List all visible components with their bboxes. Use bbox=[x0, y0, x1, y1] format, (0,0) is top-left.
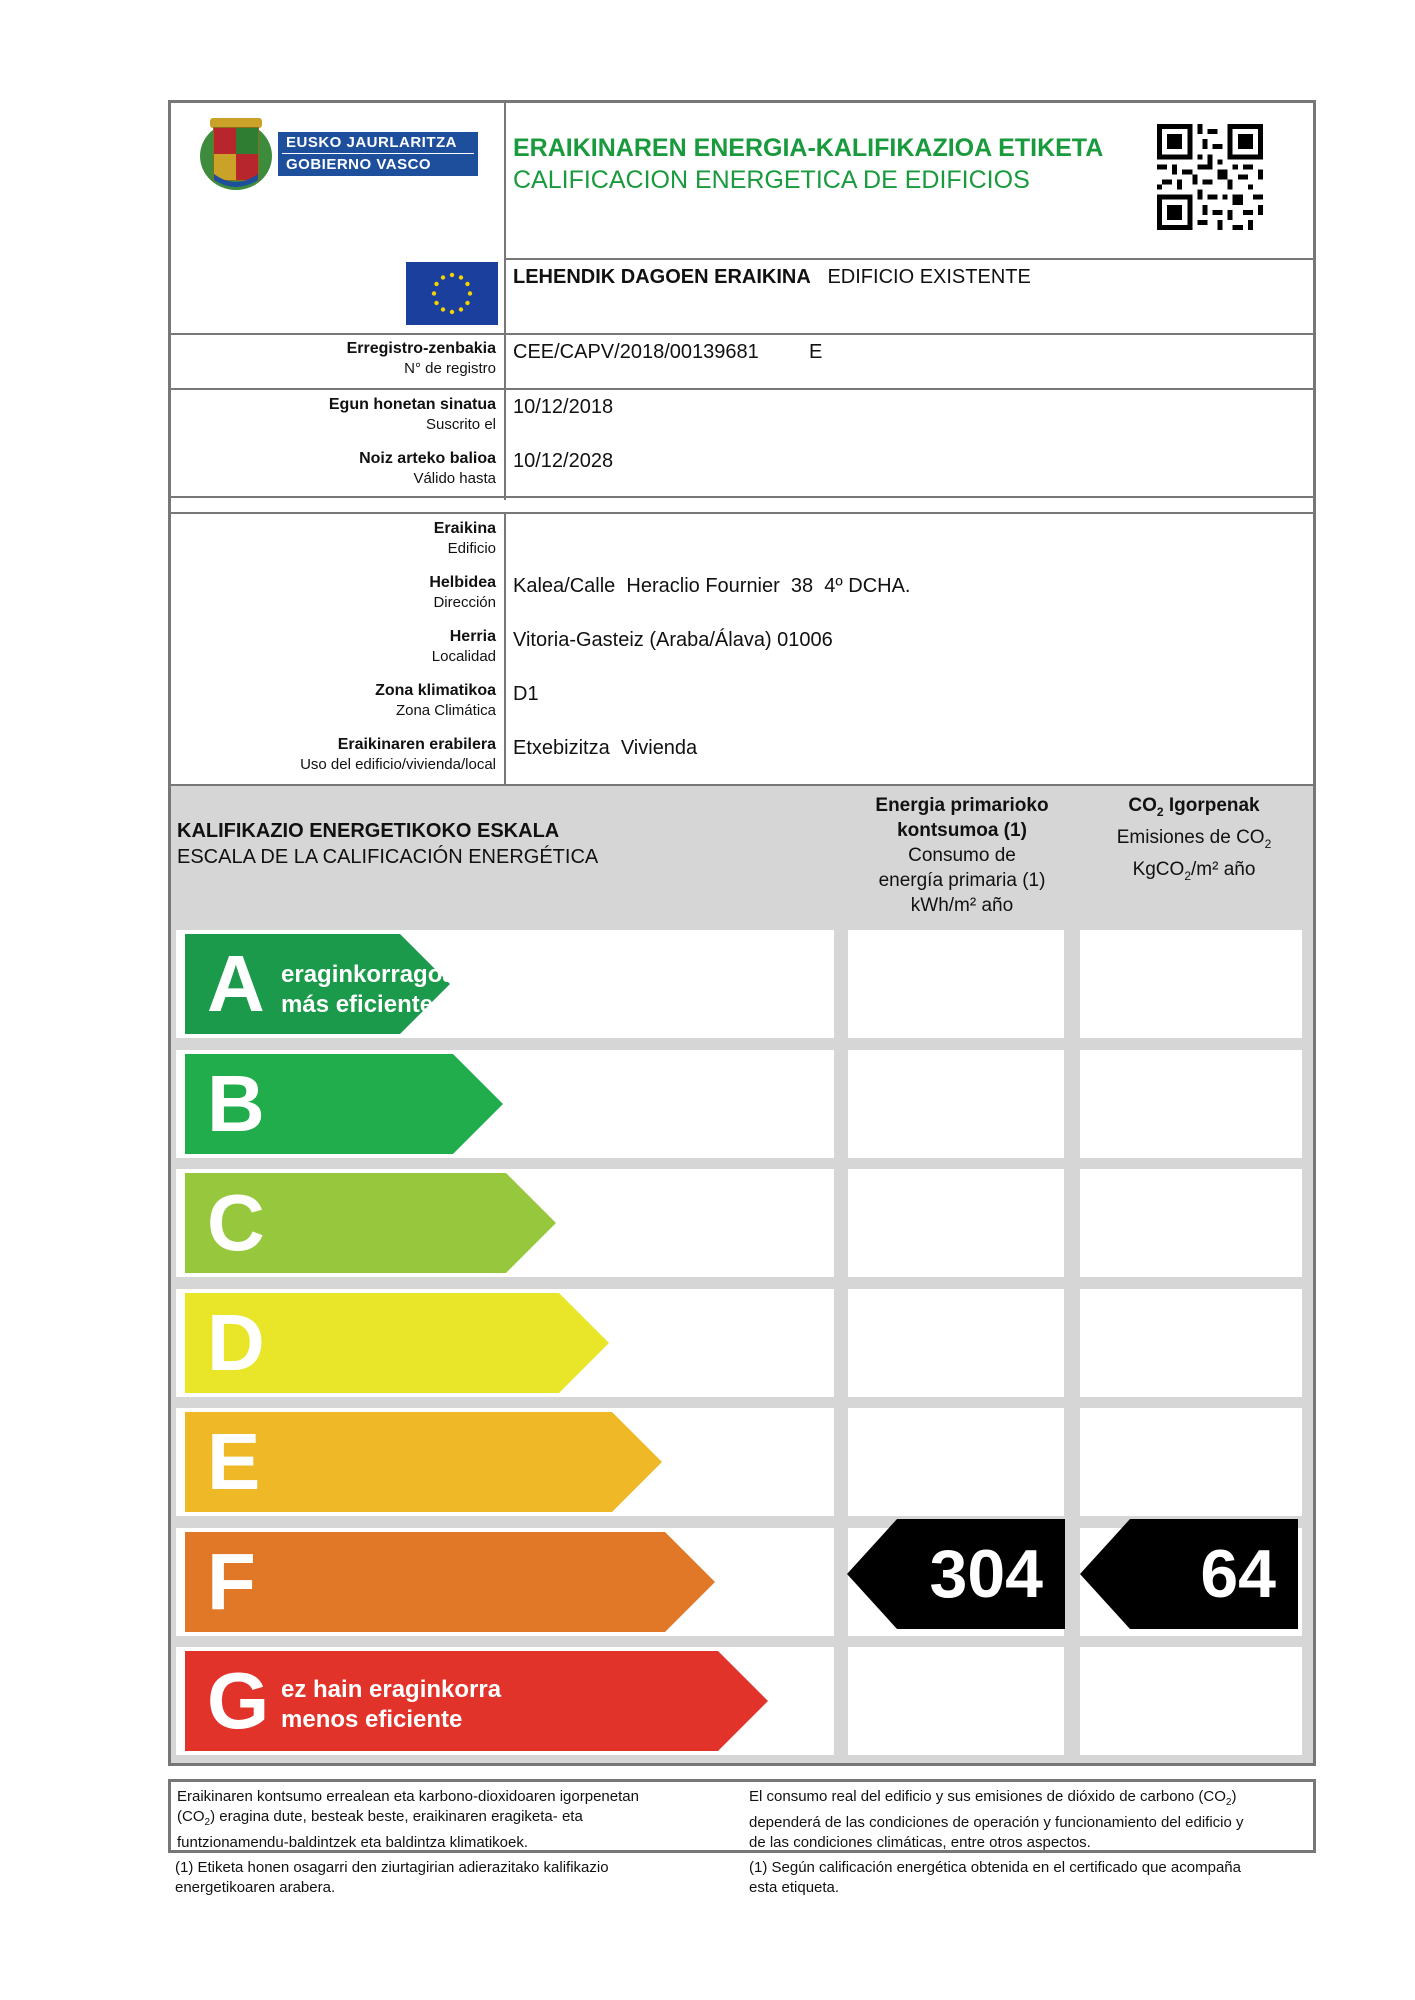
co2-header-es-a: Emisiones de CO bbox=[1116, 826, 1265, 848]
co2-column-header bbox=[1074, 793, 1314, 888]
footer-text-eu bbox=[177, 1787, 717, 1853]
footer-text-es bbox=[749, 1787, 1309, 1853]
registry-label bbox=[168, 340, 496, 380]
signed-label-eu: Egun honetan sinatua bbox=[328, 396, 496, 413]
energy-rating-value: 304 bbox=[929, 1536, 1043, 1612]
signed-date: 10/12/2018 bbox=[513, 396, 614, 418]
valid-label-es: Válido hasta bbox=[413, 470, 496, 487]
scale-row-a-energy-cell bbox=[848, 930, 1064, 1038]
footnote-eu-line-2: energetikoaren arabera. bbox=[175, 1879, 336, 1896]
band-a-text-es: más eficiente bbox=[281, 991, 434, 1018]
footer-es-line-3: de las condiciones climáticas, entre otros aspectos. bbox=[749, 1834, 1091, 1851]
building-label-eu: Eraikina bbox=[433, 520, 496, 537]
building-top-divider bbox=[168, 512, 1316, 514]
footer-eu-line-2sub: 2 bbox=[204, 1817, 211, 1828]
address-label-es: Dirección bbox=[433, 594, 496, 611]
scale-row-d-co2-cell bbox=[1080, 1289, 1302, 1397]
band-a-text-eu: eraginkorragoa bbox=[281, 961, 456, 988]
scale-row-g-energy-cell bbox=[848, 1647, 1064, 1755]
scale-row-c-co2-cell bbox=[1080, 1169, 1302, 1277]
header-row-divider bbox=[504, 258, 1316, 260]
valid-until-date: 10/12/2028 bbox=[513, 450, 614, 472]
registry-label-eu: Erregistro-zenbakia bbox=[346, 340, 496, 357]
footer-es-line-1b: ) bbox=[1231, 1788, 1237, 1805]
band-b-letter: B bbox=[207, 1059, 265, 1148]
band-f-letter: F bbox=[207, 1537, 256, 1626]
energy-header-eu-1: Energia primarioko bbox=[875, 795, 1049, 816]
valid-label-eu: Noiz arteko balioa bbox=[359, 450, 496, 467]
building-type-eu: LEHENDIK DAGOEN ERAIKINA bbox=[513, 266, 811, 288]
footer-eu-line-2a: (CO bbox=[177, 1808, 205, 1825]
footer-eu-line-3: funtzionamendu-baldintzek eta baldintza klimatikoek. bbox=[177, 1834, 529, 1851]
signed-label-es: Suscrito el bbox=[425, 416, 496, 433]
building-use-label-eu: Eraikinaren erabilera bbox=[337, 736, 496, 753]
band-f-shape bbox=[185, 1532, 715, 1632]
co2-header-eu-b: Igorpenak bbox=[1163, 795, 1260, 816]
label-title-es: CALIFICACION ENERGETICA DE EDIFICIOS bbox=[513, 166, 1030, 194]
co2-rating-badge bbox=[1080, 1519, 1298, 1629]
logo-banner bbox=[278, 132, 478, 176]
footnote-es bbox=[749, 1858, 1319, 1898]
locality-value: Vitoria-Gasteiz (Araba/Álava) 01006 bbox=[513, 629, 833, 651]
signed-label bbox=[168, 396, 496, 436]
building-type bbox=[513, 266, 1031, 289]
energy-column-header bbox=[838, 793, 1086, 918]
band-g-text-eu: ez hain eraginkorra bbox=[281, 1676, 502, 1703]
scale-row-a-co2-cell bbox=[1080, 930, 1302, 1038]
logo-line-2: GOBIERNO VASCO bbox=[286, 156, 432, 173]
band-a-letter: A bbox=[207, 939, 265, 1028]
co2-rating-value: 64 bbox=[1200, 1536, 1276, 1612]
co2-header-unit bbox=[1074, 857, 1314, 889]
locality-label bbox=[168, 628, 496, 668]
climate-zone-value: D1 bbox=[513, 683, 539, 705]
dates-bottom-divider bbox=[168, 496, 1316, 498]
footer-es-line-1sub: 2 bbox=[1225, 1797, 1232, 1808]
registry-label-es: N° de registro bbox=[404, 360, 496, 377]
footnote-es-line-1: (1) Según calificación energética obtenida en el certificado que acompaña bbox=[749, 1859, 1241, 1876]
address-label bbox=[168, 574, 496, 614]
energy-header-unit: kWh/m² año bbox=[910, 895, 1014, 916]
dates-col-divider bbox=[504, 388, 506, 498]
energy-header-eu-2: kontsumoa (1) bbox=[897, 820, 1027, 841]
locality-label-es: Localidad bbox=[431, 648, 496, 665]
qr-code bbox=[1157, 124, 1263, 230]
label-title-eu: ERAIKINAREN ENERGIA-KALIFIKAZIOA ETIKETA bbox=[513, 134, 1104, 162]
co2-header-es-sub: 2 bbox=[1264, 836, 1272, 851]
registry-number: CEE/CAPV/2018/00139681 bbox=[513, 341, 759, 363]
address-label-eu: Helbidea bbox=[429, 574, 496, 591]
band-g-text bbox=[281, 1675, 501, 1735]
scale-row-e-co2-cell bbox=[1080, 1408, 1302, 1516]
scale-row-g-co2-cell bbox=[1080, 1647, 1302, 1755]
energy-header-es-1: Consumo de bbox=[908, 845, 1016, 866]
band-g-letter: G bbox=[207, 1656, 270, 1745]
co2-header-eu bbox=[1074, 793, 1314, 825]
footer-es-line-1a: El consumo real del edificio y sus emisiones de dióxido de carbono (CO bbox=[749, 1788, 1226, 1805]
co2-header-eu-sub: 2 bbox=[1156, 804, 1164, 819]
scale-title-eu: KALIFIKAZIO ENERGETIKOKO ESKALA bbox=[177, 820, 560, 842]
climate-zone-label-es: Zona Climática bbox=[395, 702, 496, 719]
co2-header-unit-b: /m² año bbox=[1191, 858, 1256, 880]
scale-row-e-energy-cell bbox=[848, 1408, 1064, 1516]
co2-header-eu-a: CO bbox=[1128, 795, 1157, 816]
building-label-es: Edificio bbox=[447, 540, 496, 557]
scale-row-b-co2-cell bbox=[1080, 1050, 1302, 1158]
scale-row-d-energy-cell bbox=[848, 1289, 1064, 1397]
building-col-divider bbox=[504, 512, 506, 784]
band-f-arrow bbox=[185, 1532, 715, 1632]
valid-label bbox=[168, 450, 496, 490]
scale-title-es: ESCALA DE LA CALIFICACIÓN ENERGÉTICA bbox=[177, 846, 599, 868]
gobierno-vasco-logo bbox=[196, 114, 478, 194]
energy-rating-badge bbox=[847, 1519, 1065, 1629]
co2-header-es bbox=[1074, 825, 1314, 857]
band-a-text bbox=[281, 960, 456, 1020]
building-type-es: EDIFICIO EXISTENTE bbox=[827, 266, 1031, 288]
energy-header-es-2: energía primaria (1) bbox=[878, 870, 1046, 891]
building-label bbox=[168, 520, 496, 560]
registry-class: E bbox=[809, 341, 823, 363]
building-use-label-es: Uso del edificio/vivienda/local bbox=[300, 756, 496, 773]
qr-code-icon bbox=[1157, 124, 1263, 230]
band-d-letter: D bbox=[207, 1298, 265, 1387]
co2-header-unit-a: KgCO bbox=[1132, 858, 1185, 880]
building-use-value: Etxebizitza Vivienda bbox=[513, 737, 698, 759]
scale-row-b-energy-cell bbox=[848, 1050, 1064, 1158]
building-use-label bbox=[168, 736, 496, 776]
address-value: Kalea/Calle Heraclio Fournier 38 4º DCHA. bbox=[513, 575, 911, 597]
footer-eu-line-2 bbox=[177, 1807, 717, 1833]
coat-of-arms-icon bbox=[196, 114, 276, 194]
registry-col-divider bbox=[504, 333, 506, 390]
footer-eu-line-1: Eraikinaren kontsumo errealean eta karbono-dioxidoaren igorpenetan bbox=[177, 1788, 639, 1805]
footer-es-line-2: dependerá de las condiciones de operación y funcionamiento del edificio y bbox=[749, 1814, 1244, 1831]
band-e-letter: E bbox=[207, 1417, 261, 1506]
footer-eu-line-2b: ) eragina dute, besteak beste, eraikinaren eragiketa- eta bbox=[210, 1808, 583, 1825]
logo-divider bbox=[282, 153, 474, 154]
scale-row-c-energy-cell bbox=[848, 1169, 1064, 1277]
registry-bottom-divider bbox=[168, 388, 1316, 390]
footnote-eu-line-1: (1) Etiketa honen osagarri den ziurtagirian adierazitako kalifikazio bbox=[175, 1859, 609, 1876]
logo-line-1: EUSKO JAURLARITZA bbox=[286, 134, 458, 151]
eu-flag bbox=[406, 262, 498, 325]
eu-stars-icon bbox=[406, 262, 498, 325]
footnote-eu bbox=[175, 1858, 735, 1898]
climate-zone-label bbox=[168, 682, 496, 722]
locality-label-eu: Herria bbox=[449, 628, 496, 645]
climate-zone-label-eu: Zona klimatikoa bbox=[375, 682, 496, 699]
footer-es-line-1 bbox=[749, 1787, 1309, 1813]
band-g-text-es: menos eficiente bbox=[281, 1706, 463, 1733]
header-bottom-divider bbox=[168, 333, 1316, 335]
band-c-letter: C bbox=[207, 1178, 265, 1267]
footnote-es-line-2: esta etiqueta. bbox=[749, 1879, 840, 1896]
co2-header-unit-sub: 2 bbox=[1184, 868, 1191, 883]
